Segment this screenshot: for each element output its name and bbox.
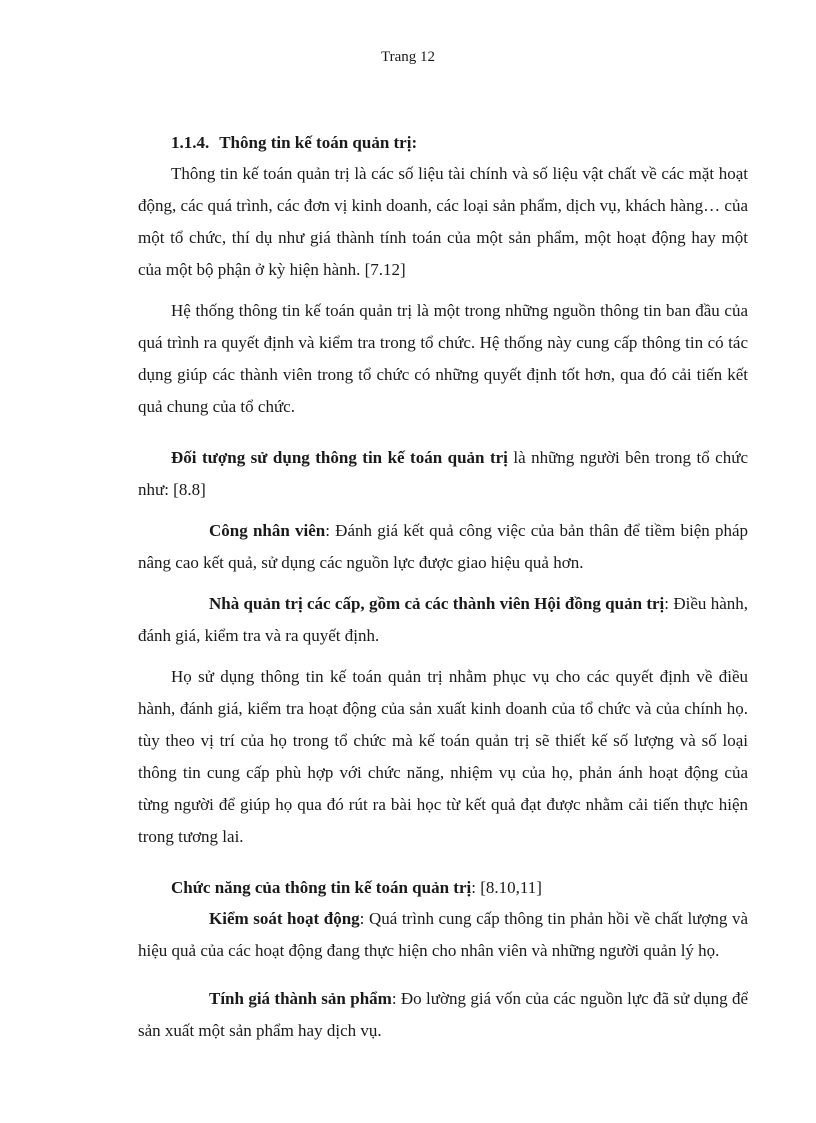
- section-heading: [171, 127, 748, 158]
- paragraph-managers: [138, 588, 748, 652]
- functions-term: Chức năng của thông tin kế toán quản trị: [171, 878, 472, 897]
- paragraph-definition: Thông tin kế toán quản trị là các số liệu tài chính và số liệu vật chất về các mặt hoạt động, các quá trình, các đơn vị kinh doanh, các loại sản phẩm, dịch vụ, khách hàng… của một tổ chức, thí dụ như giá thành tính toán của một sản phẩm, một hoạt động hay một của một bộ phận ở kỳ hiện hành. [7.12]: [138, 164, 748, 279]
- managers-text: : Điều hành, đánh giá, kiểm tra và ra quyết định.: [138, 594, 748, 645]
- employees-text: : Đánh giá kết quả công việc của bản thân để tiềm biện pháp nâng cao kết quả, sử dụng các nguồn lực được giao hiệu quả hơn.: [138, 521, 748, 572]
- paragraph-users: [138, 442, 748, 506]
- users-term: Đối tượng sử dụng thông tin kế toán quản trị: [171, 448, 508, 467]
- paragraph-control: [138, 903, 748, 967]
- paragraph-system: Hệ thống thông tin kế toán quản trị là một trong những nguồn thông tin ban đầu của quá trình ra quyết định và kiểm tra trong tổ chức. Hệ thống này cung cấp thông tin có tác dụng giúp các thành viên trong tổ chức có những quyết định tốt hơn, qua đó cải tiến kết quả chung của tổ chức.: [138, 301, 748, 416]
- paragraph-usage: Họ sử dụng thông tin kế toán quản trị nhằm phục vụ cho các quyết định về điều hành, đánh giá, kiểm tra hoạt động của sản xuất kinh doanh của tổ chức và của chính họ. tùy theo vị trí của họ trong tổ chức mà kế toán quản trị sẽ thiết kế số lượng và số loại thông tin cung cấp phù hợp với chức năng, nhiệm vụ của họ, phản ánh hoạt động của từng người để giúp họ qua đó rút ra bài học từ kết quả đạt được nhằm cải tiến thực hiện trong tương lai.: [138, 667, 748, 846]
- document-body: [138, 127, 748, 1047]
- control-term: Kiểm soát hoạt động: [209, 909, 360, 928]
- managers-term: Nhà quản trị các cấp, gồm cả các thành viên Hội đồng quản trị: [209, 594, 665, 613]
- users-text: là những người bên trong tổ chức như: [8.8]: [138, 448, 748, 499]
- control-text: : Quá trình cung cấp thông tin phản hồi về chất lượng và hiệu quả của các hoạt động đang thực hiện cho nhân viên và những người quản lý họ.: [138, 909, 748, 960]
- costing-text: : Đo lường giá vốn của các nguồn lực đã sử dụng để sản xuất một sản phẩm hay dịch vụ.: [138, 989, 748, 1040]
- paragraph-employees: [138, 515, 748, 579]
- functions-text: : [8.10,11]: [471, 878, 542, 897]
- section-title: Thông tin kế toán quản trị:: [219, 133, 418, 152]
- section-number: 1.1.4.: [171, 133, 210, 152]
- page-header: [0, 49, 816, 66]
- page-number-label: Trang 12: [380, 49, 436, 65]
- costing-term: Tính giá thành sản phẩm: [209, 989, 392, 1008]
- paragraph-functions: [138, 872, 748, 903]
- employees-term: Công nhân viên: [209, 521, 326, 540]
- paragraph-costing: [138, 983, 748, 1047]
